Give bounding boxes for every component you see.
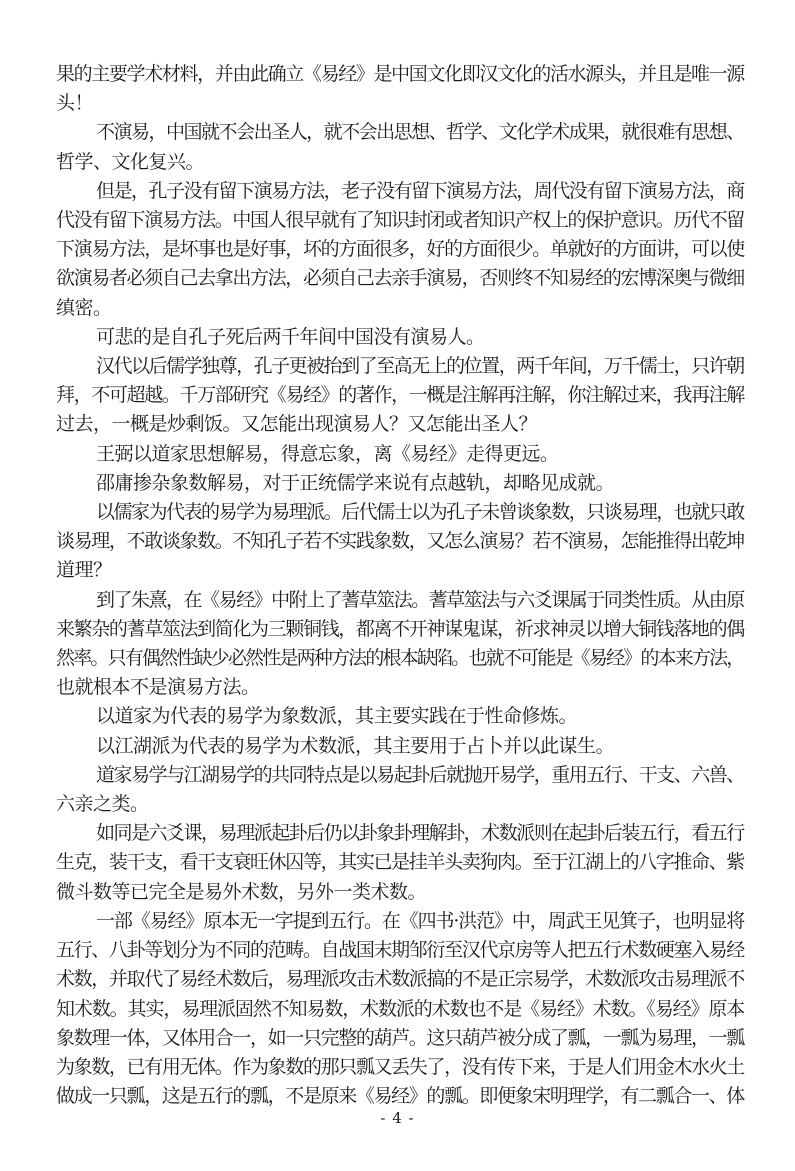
text-line: 生克，装干支，看干支衰旺休囚等，其实已是挂羊头卖狗肉。至于江湖上的八字推命、紫 (56, 851, 743, 874)
text-line: 一部《易经》原本无一字提到五行。在《四书·洪范》中，周武王见箕子，也明显将 (96, 909, 743, 932)
text-line: 如同是六爻课，易理派起卦后仍以卦象卦理解卦，术数派则在起卦后装五行，看五行 (96, 822, 743, 845)
paragraph (56, 907, 743, 1111)
text-line: 果的主要学术材料，并由此确立《易经》是中国文化即汉文化的活水源头，并且是唯一源 (56, 63, 743, 85)
document-text (56, 60, 743, 1111)
paragraph (56, 352, 743, 440)
text-line: 代没有留下演易方法。中国人很早就有了知识封闭或者知识产权上的保护意识。历代不留 (56, 209, 743, 232)
text-line: 到了朱熹，在《易经》中附上了蓍草筮法。蓍草筮法与六爻课属于同类性质。从由原 (96, 588, 743, 611)
text-line: 也就根本不是演易方法。 (56, 676, 260, 699)
paragraph (56, 177, 743, 323)
text-line: 欲演易者必须自己去拿出方法，必须自己去亲手演易，否则终不知易经的宏博深奥与微细 (56, 267, 743, 290)
text-line: 谈易理，不敢谈象数。不知孔子若不实践象数，又怎么演易？若不演易，怎能推得出乾坤 (56, 530, 743, 553)
text-line: 知术数。其实，易理派固然不知易数，术数派的术数也不是《易经》术数。《易经》原本 (56, 997, 743, 1020)
text-line: 道理？ (56, 559, 112, 582)
page-number: - 4 - (380, 1109, 415, 1127)
paragraph (56, 469, 743, 498)
text-line: 微斗数等已完全是易外术数，另外一类术数。 (56, 880, 427, 903)
text-line: 以儒家为代表的易学为易理派。后代儒士以为孔子未曾谈象数，只谈易理，也就只敢 (96, 501, 743, 524)
paragraph (56, 819, 743, 907)
paragraph (56, 732, 743, 761)
text-line: 下演易方法，是坏事也是好事，坏的方面很多，好的方面很少。单就好的方面讲，可以使 (56, 238, 743, 261)
paragraph (56, 761, 743, 819)
text-line: 邵庸掺杂象数解易，对于正统儒学来说有点越轨，却略见成就。 (96, 471, 615, 494)
text-line: 五行、八卦等划分为不同的范畴。自战国末期邹衍至汉代京房等人把五行术数硬塞入易经 (56, 939, 743, 962)
text-line: 以江湖派为代表的易学为术数派，其主要用于占卜并以此谋生。 (96, 734, 615, 757)
paragraph (56, 498, 743, 586)
text-line: 以道家为代表的易学为象数派，其主要实践在于性命修炼。 (96, 705, 578, 728)
text-line: 可悲的是自孔子死后两千年间中国没有演易人。 (96, 325, 485, 348)
text-line: 为象数，已有用无体。作为象数的那只瓢又丢失了，没有传下来，于是人们用金木水火土 (56, 1055, 743, 1078)
paragraph (56, 323, 743, 352)
paragraph (56, 60, 743, 118)
text-line: 道家易学与江湖易学的共同特点是以易起卦后就抛开易学，重用五行、干支、六兽、 (96, 763, 743, 786)
text-line: 缜密。 (56, 296, 112, 319)
text-line: 象数理一体，又体用合一，如一只完整的葫芦。这只葫芦被分成了瓢，一瓢为易理，一瓢 (56, 1026, 743, 1049)
text-line: 拜，不可超越。千万部研究《易经》的著作，一概是注解再注解，你注解过来，我再注解 (56, 384, 743, 407)
text-line: 然率。只有偶然性缺少必然性是两种方法的根本缺陷。也就不可能是《易经》的本来方法， (56, 647, 743, 670)
text-line: 汉代以后儒学独尊，孔子更被抬到了至高无上的位置，两千年间，万千儒士，只许朝 (96, 355, 743, 378)
text-line: 来繁杂的蓍草筮法到简化为三颗铜钱，都离不开神谋鬼谋，祈求神灵以增大铜钱落地的偶 (56, 617, 743, 640)
paragraph (56, 118, 743, 176)
text-line: 不演易，中国就不会出圣人，就不会出思想、哲学、文化学术成果，就很难有思想、 (96, 121, 743, 144)
text-line: 头！ (56, 92, 94, 115)
text-line: 六亲之类。 (56, 793, 149, 816)
text-line: 哲学、文化复兴。 (56, 150, 205, 173)
text-line: 过去，一概是炒剩饭。又怎能出现演易人？又怎能出圣人？ (56, 413, 538, 436)
text-line: 但是，孔子没有留下演易方法，老子没有留下演易方法，周代没有留下演易方法，商 (96, 179, 743, 202)
text-line: 王弼以道家思想解易，得意忘象，离《易经》走得更远。 (96, 442, 559, 465)
paragraph (56, 440, 743, 469)
text-line: 术数，并取代了易经术数后，易理派攻击术数派搞的不是正宗易学，术数派攻击易理派不 (56, 968, 743, 991)
paragraph (56, 702, 743, 731)
text-line: 做成一只瓢，这是五行的瓢，不是原来《易经》的瓢。即便象宋明理学，有二瓢合一、体 (56, 1085, 743, 1108)
paragraph (56, 586, 743, 703)
